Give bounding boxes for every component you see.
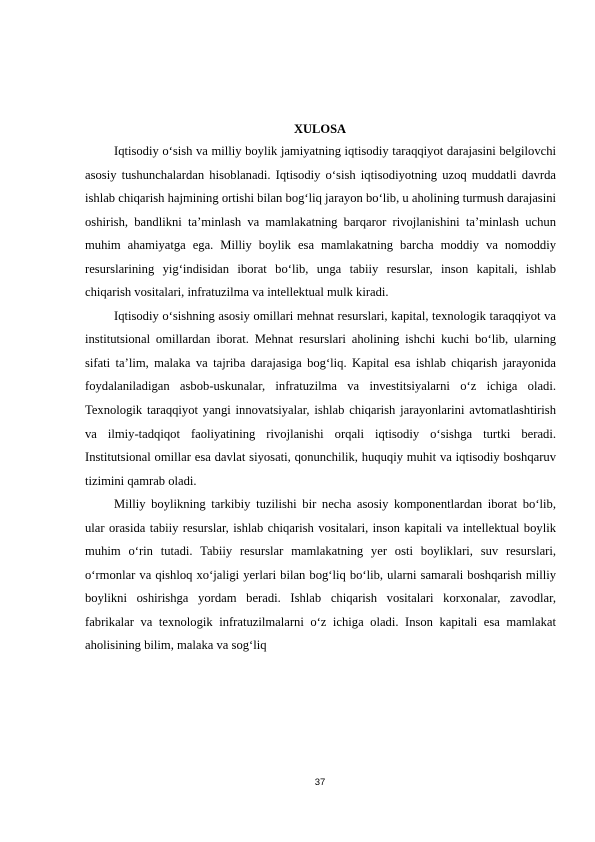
- section-title: XULOSA: [293, 122, 347, 136]
- page-number: 37: [314, 777, 326, 788]
- paragraph-1: Iqtisodiy o‘sish va milliy boylik jamiyatning iqtisodiy taraqqiyot darajasini belgilovchi asosiy tushunchalardan hisoblanadi. Iqtisodiy o‘sish iqtisodiyotning uzoq muddatli davrda ishlab chiqarish hajmining ortishi bilan bog‘liq jarayon bo‘lib, u aholining turmush darajasini oshirish, bandlikni ta’minlash va mamlakatning barqaror rivojlanishini ta’minlash uchun muhim ahamiyatga ega. Milliy boylik esa mamlakatning barcha moddiy va nomoddiy resurslarining yig‘indisidan iborat bo‘lib, unga tabiiy resurslar, inson kapitali, ishlab chiqarish vositalari, infratuzilma va intellektual mulk kiradi.: [85, 144, 556, 300]
- body-text: [85, 140, 556, 658]
- paragraph-2: Iqtisodiy o‘sishning asosiy omillari mehnat resurslari, kapital, texnologik taraqqiyot va institutsional omillardan iborat. Mehnat resurslari aholining ishchi kuchi bo‘lib, ularning sifati ta’lim, malaka va tajriba darajasiga bog‘liq. Kapital esa ishlab chiqarish jarayonida foydalaniladigan asbob-uskunalar, infratuzilma va investitsiyalarni o‘z ichiga oladi. Texnologik taraqqiyot yangi innovatsiyalar, ishlab chiqarish jarayonlarini avtomatlashtirish va ilmiy-tadqiqot faoliyatining rivojlanishi orqali iqtisodiy o‘sishga turtki beradi. Institutsional omillar esa davlat siyosati, qonunchilik, huquqiy muhit va iqtisodiy boshqaruv tizimini qamrab oladi.: [85, 308, 556, 488]
- paragraph-3: Milliy boylikning tarkibiy tuzilishi bir necha asosiy komponentlardan iborat bo‘lib, ular orasida tabiiy resurslar, ishlab chiqarish vositalari, inson kapitali va intellektual boylik muhim o‘rin tutadi. Tabiiy resurslar mamlakatning yer osti boyliklari, suv resurslari, o‘rmonlar va qishloq xo‘jaligi yerlari bilan bog‘liq bo‘lib, ularni samarali boshqarish milliy boylikni oshirishga yordam beradi. Ishlab chiqarish vositalari korxonalar, zavodlar, fabrikalar va texnologik infratuzilmalarni o‘z ichiga oladi. Inson kapitali esa mamlakat aholisining bilim, malaka va sog‘liq: [85, 497, 556, 653]
